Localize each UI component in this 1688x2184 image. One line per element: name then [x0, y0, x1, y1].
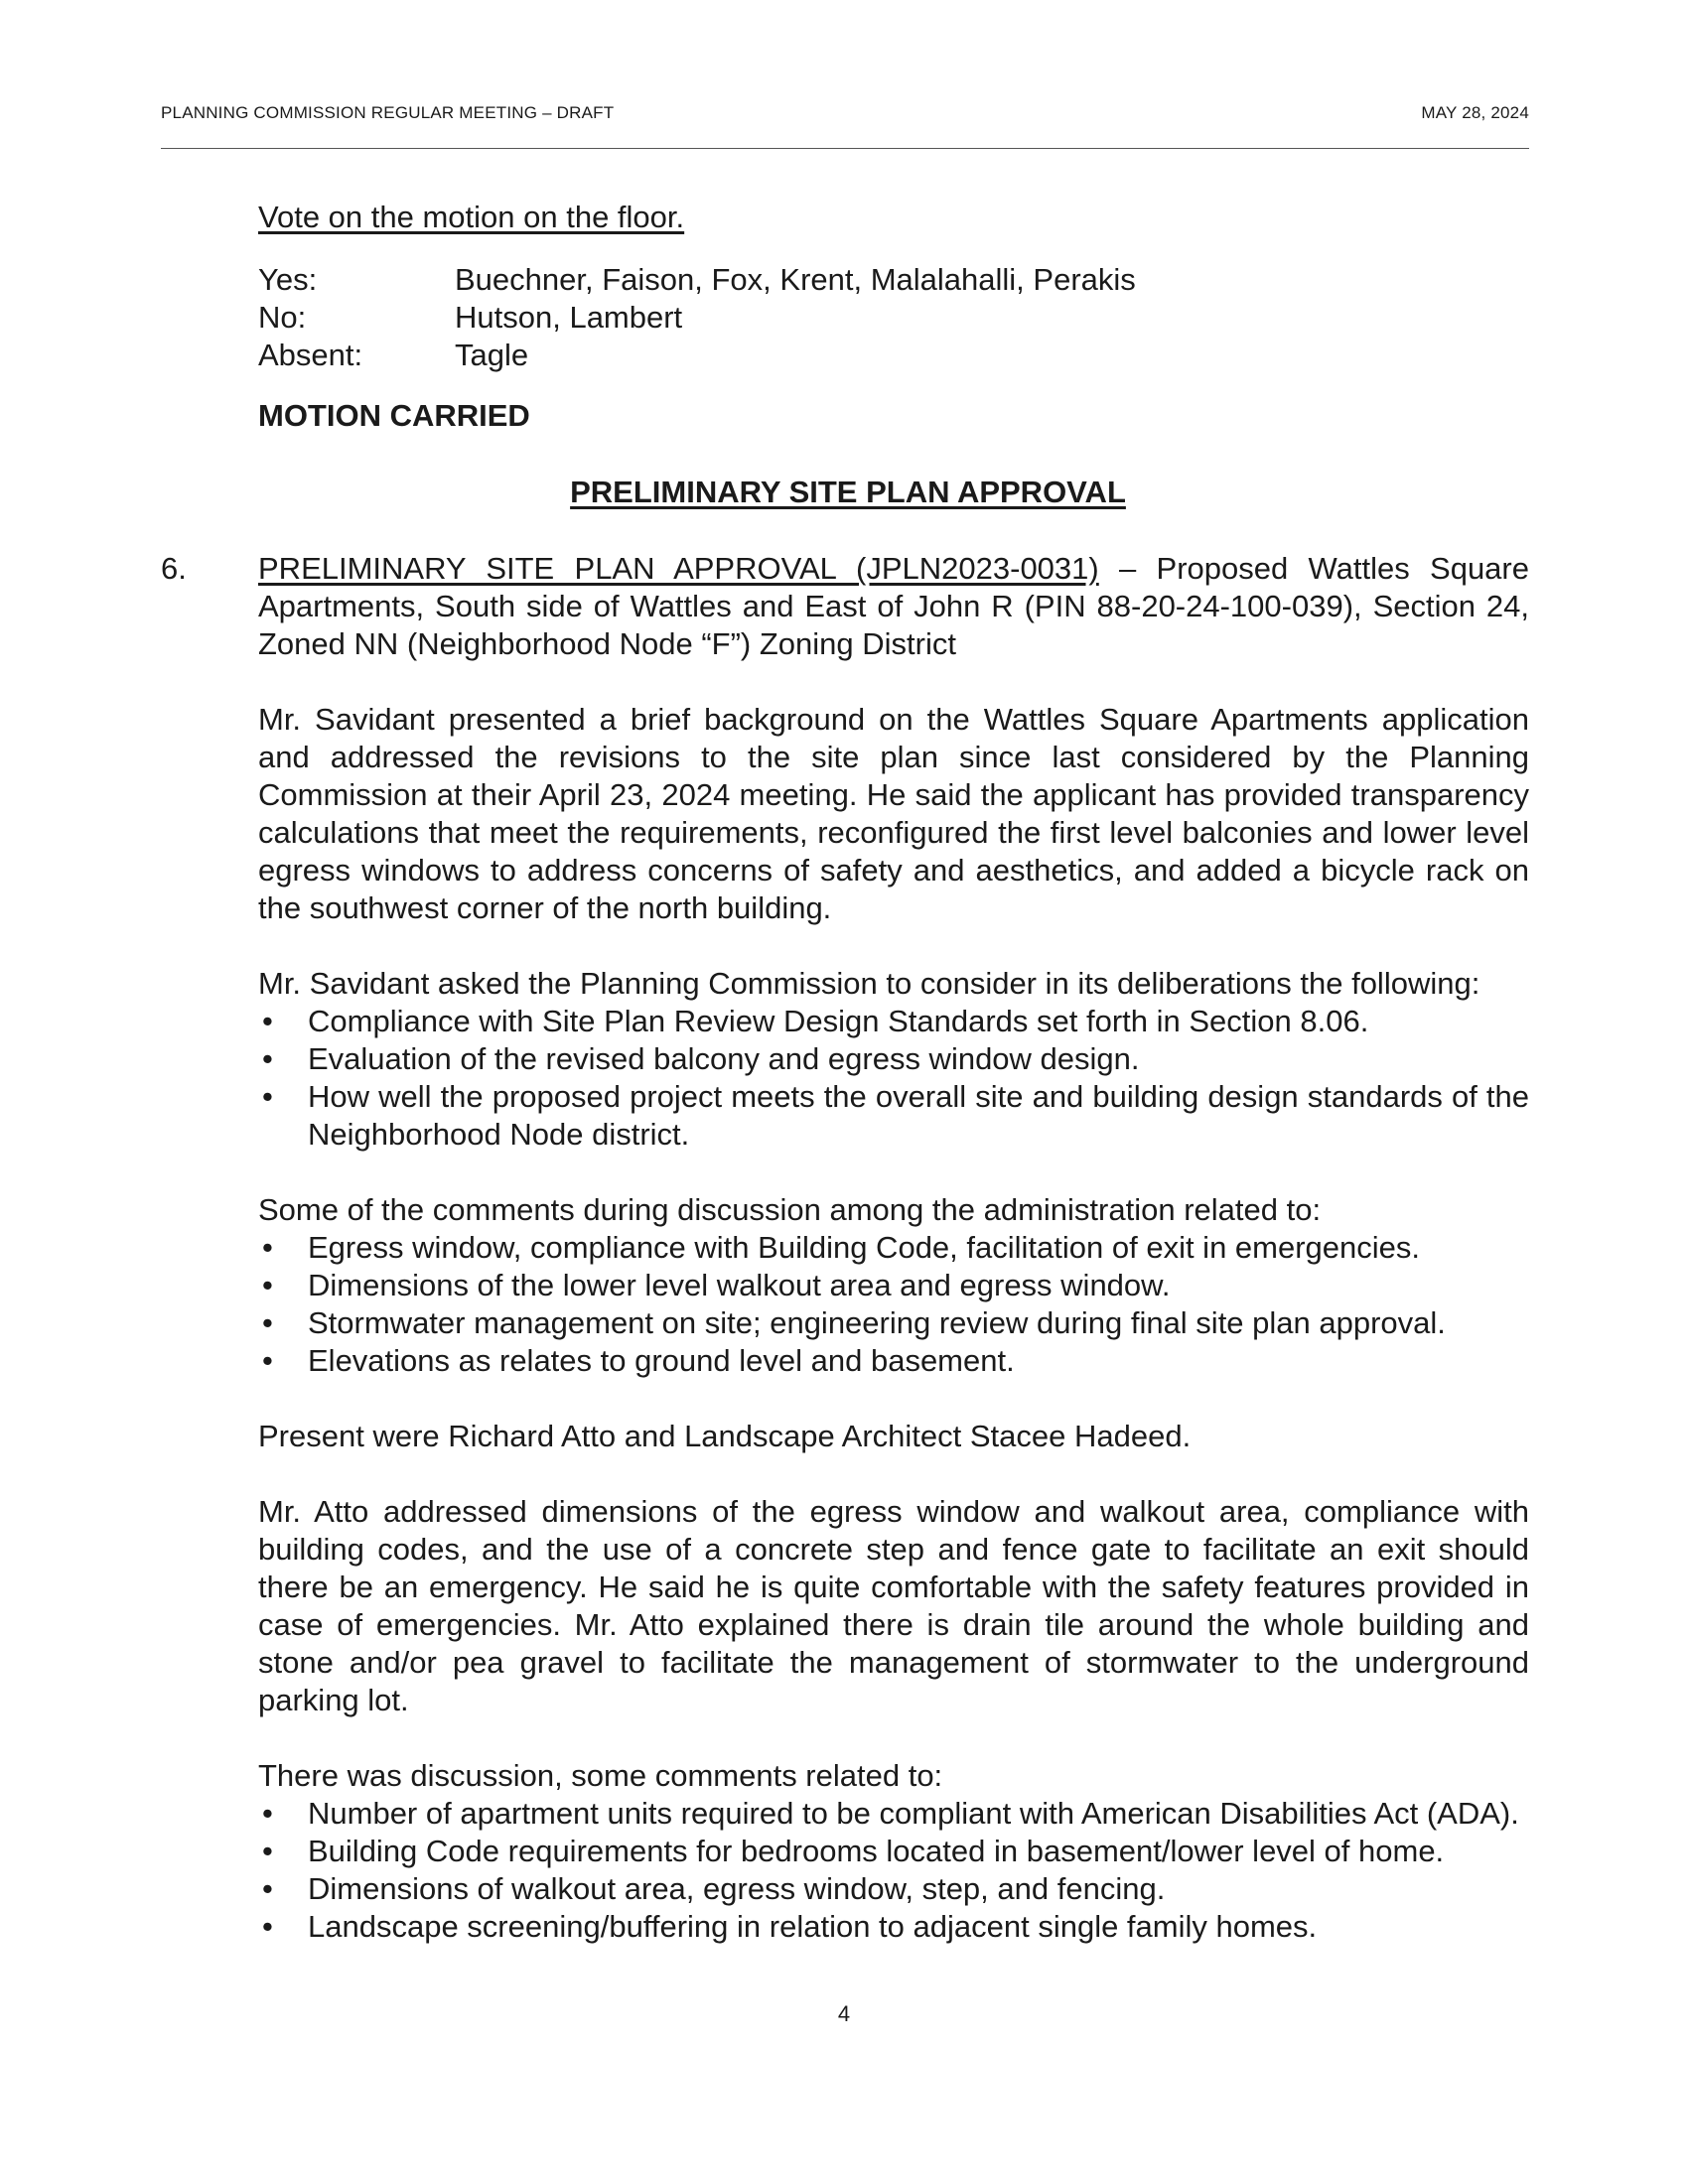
list-item: • Number of apartment units required to be compliant with American Disabilities Act (ADA).: [258, 1795, 1529, 1833]
motion-result: MOTION CARRIED: [258, 398, 530, 433]
list-item: • Dimensions of walkout area, egress window, step, and fencing.: [258, 1870, 1529, 1908]
list-item: • Landscape screening/buffering in relation to adjacent single family homes.: [258, 1908, 1529, 1946]
vote-label: Yes:: [258, 262, 318, 297]
header-date: MAY 28, 2024: [1421, 103, 1529, 122]
discussion-list: [258, 1795, 1529, 1946]
paragraph-background: Mr. Savidant presented a brief background on the Wattles Square Apartments application and addressed the revisions to the site plan since last considered by the Planning Commission at their April 23, 2024 meeting. He said the applicant has provided transparency calculations that meet the requirements, reconfigured the first level balconies and lower level egress windows to address concerns of safety and aesthetics, and added a bicycle rack on the southwest corner of the north building.: [258, 702, 1529, 925]
item-title: [258, 550, 1529, 663]
section-title: PRELIMINARY SITE PLAN APPROVAL: [570, 475, 1126, 509]
item-body: [258, 550, 1529, 1946]
list-item: • Building Code requirements for bedrooms located in basement/lower level of home.: [258, 1833, 1529, 1870]
item-title-rest: – Proposed Wattles Square Apartments, South side of Wattles and East of John R (PIN 88-20-24-100-039), Section 24, Zoned NN (Neighborhood Node “F”) Zoning District: [258, 551, 1529, 661]
item-number: 6.: [161, 551, 187, 586]
vote-table: [258, 261, 1136, 374]
list-item: • Stormwater management on site; engineering review during final site plan approval.: [258, 1304, 1529, 1342]
vote-row-no: [258, 299, 1136, 337]
vote-heading: Vote on the motion on the floor.: [258, 200, 685, 234]
page-number: 4: [837, 2001, 851, 2026]
list-item: • Dimensions of the lower level walkout area and egress window.: [258, 1267, 1529, 1304]
header-divider: [161, 148, 1529, 149]
paragraph-atto: Mr. Atto addressed dimensions of the egress window and walkout area, compliance with building codes, and the use of a concrete step and fence gate to facilitate an exit should there be an emergency. He said he is quite comfortable with the safety features provided in case of emergencies. Mr. Atto explained there is drain tile around the whole building and stone and/or pea gravel to facilitate the management of stormwater to the underground parking lot.: [258, 1494, 1529, 1717]
vote-label: No:: [258, 300, 307, 335]
vote-names: Hutson, Lambert: [455, 300, 683, 335]
item-title-link[interactable]: PRELIMINARY SITE PLAN APPROVAL (JPLN2023-0031): [258, 551, 1099, 586]
vote-row-yes: [258, 261, 1136, 299]
paragraph-discussion: There was discussion, some comments related to:: [258, 1758, 943, 1793]
paragraph-admin-comments: Some of the comments during discussion among the administration related to:: [258, 1192, 1322, 1227]
header-title: PLANNING COMMISSION REGULAR MEETING – DRAFT: [161, 103, 615, 122]
list-item: • Egress window, compliance with Building Code, facilitation of exit in emergencies.: [258, 1229, 1529, 1267]
vote-row-absent: [258, 337, 1136, 374]
list-item: • How well the proposed project meets the overall site and building design standards of the Neighborhood Node district.: [258, 1078, 1529, 1154]
list-item: • Elevations as relates to ground level and basement.: [258, 1342, 1529, 1380]
vote-names: Buechner, Faison, Fox, Krent, Malalahalli, Perakis: [455, 262, 1136, 297]
list-item: • Evaluation of the revised balcony and egress window design.: [258, 1040, 1529, 1078]
paragraph-present: Present were Richard Atto and Landscape Architect Stacee Hadeed.: [258, 1419, 1192, 1453]
vote-label: Absent:: [258, 338, 363, 372]
vote-names: Tagle: [455, 338, 529, 372]
paragraph-deliberations: Mr. Savidant asked the Planning Commission to consider in its deliberations the following:: [258, 966, 1480, 1001]
deliberations-list: [258, 1003, 1529, 1154]
list-item: • Compliance with Site Plan Review Design Standards set forth in Section 8.06.: [258, 1003, 1529, 1040]
admin-comments-list: [258, 1229, 1529, 1380]
